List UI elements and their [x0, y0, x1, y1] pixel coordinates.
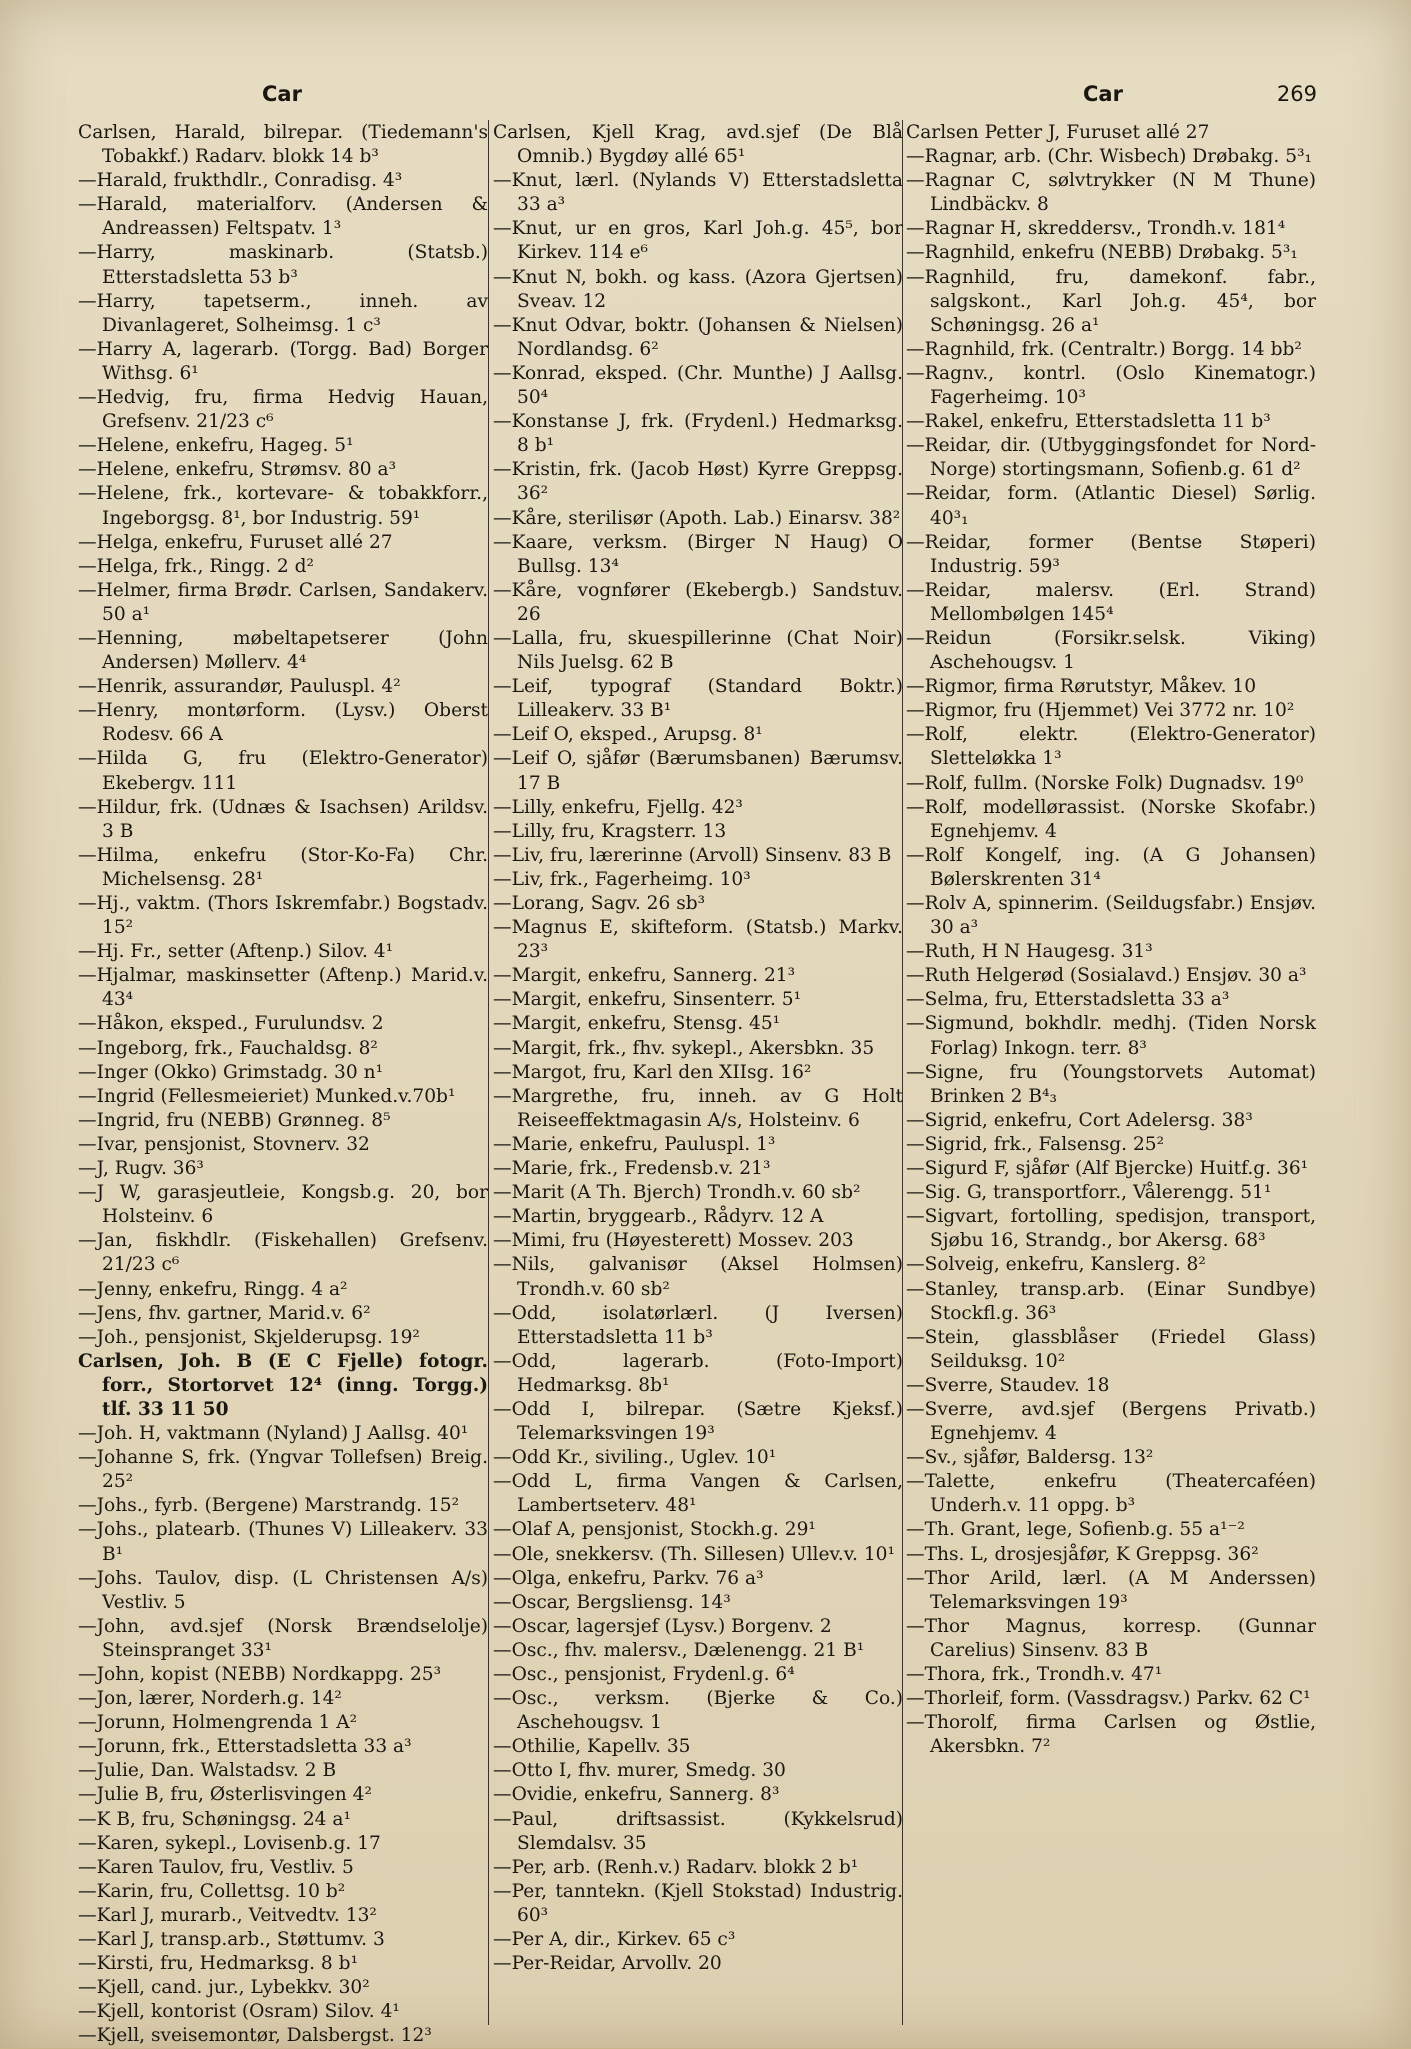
- directory-entry: —Osc., fhv. malersv., Dælenengg. 21 B¹: [493, 1639, 865, 1661]
- directory-entry: —Harald, materialforv. (Andersen & Andreassen) Feltspatv. 1³: [78, 194, 488, 240]
- directory-entry: —Karen, sykepl., Lovisenb.g. 17: [78, 1832, 381, 1854]
- directory-entry: —Kristin, frk. (Jacob Høst) Kyrre Greppsg. 36²: [493, 459, 903, 505]
- directory-entry: —Odd L, firma Vangen & Carlsen, Lambertseterv. 48¹: [493, 1471, 903, 1517]
- directory-entry: —Per-Reidar, Arvollv. 20: [493, 1953, 722, 1975]
- directory-entry: —Hilda G, fru (Elektro-Generator) Ekebergv. 111: [78, 748, 488, 794]
- directory-entry: —Per, arb. (Renh.v.) Radarv. blokk 2 b¹: [493, 1856, 859, 1878]
- directory-entry: —Margrethe, fru, inneh. av G Holt Reiseeffektmagasin A/s, Holsteinv. 6: [493, 1085, 903, 1131]
- directory-column-1: [78, 121, 488, 2047]
- directory-entry: —Inger (Okko) Grimstadg. 30 n¹: [78, 1061, 384, 1083]
- directory-entry: —Osc., verksm. (Bjerke & Co.) Aschehougsv. 1: [493, 1688, 903, 1734]
- directory-entry: —K B, fru, Schøningsg. 24 a¹: [78, 1808, 351, 1830]
- directory-entry: —Ovidie, enkefru, Sannerg. 8³: [493, 1784, 780, 1806]
- directory-entry: —Mimi, fru (Høyesterett) Mossev. 203: [493, 1230, 854, 1252]
- directory-entry: —Kirsti, fru, Hedmarksg. 8 b¹: [78, 1953, 359, 1975]
- directory-entry: —Reidar, form. (Atlantic Diesel) Sørlig. 40³₁: [906, 483, 1316, 529]
- directory-entry: —Ruth Helgerød (Sosialavd.) Ensjøv. 30 a³: [906, 965, 1307, 987]
- directory-entry: —Kjell, kontorist (Osram) Silov. 4¹: [78, 2001, 400, 2023]
- directory-entry: —Othilie, Kapellv. 35: [493, 1736, 691, 1758]
- directory-entry: —Helene, frk., kortevare- & tobakkforr., Ingeborgsg. 8¹, bor Industrig. 59¹: [78, 483, 488, 529]
- directory-entry: —Solveig, enkefru, Kanslerg. 8²: [906, 1254, 1206, 1276]
- directory-entry: —Jenny, enkefru, Ringg. 4 a²: [78, 1278, 348, 1300]
- column-divider: [488, 120, 489, 2025]
- directory-entry: —Karin, fru, Collettsg. 10 b²: [78, 1880, 346, 1902]
- directory-entry: —Liv, frk., Fagerheimg. 10³: [493, 868, 751, 890]
- directory-entry: —Henning, møbeltapetserer (John Andersen) Møllerv. 4⁴: [78, 627, 488, 674]
- directory-entry: —Sigmund, bokhdlr. medhj. (Tiden Norsk Forlag) Inkogn. terr. 8³: [906, 1013, 1316, 1059]
- directory-entry: —Jens, fhv. gartner, Marid.v. 6²: [78, 1302, 371, 1324]
- directory-entry: —Rolf Kongelf, ing. (A G Johansen) Bølerskrenten 31⁴: [906, 844, 1316, 890]
- directory-entry: —Helene, enkefru, Strømsv. 80 a³: [78, 459, 397, 481]
- directory-entry: —Jorunn, frk., Etterstadsletta 33 a³: [78, 1736, 412, 1758]
- directory-entry: —Knut N, bokh. og kass. (Azora Gjertsen) Sveav. 12: [493, 266, 903, 312]
- running-header-left: Car: [262, 82, 302, 106]
- directory-entry: —Julie B, fru, Østerlisvingen 4²: [78, 1784, 372, 1806]
- directory-entry: —Karl J, transp.arb., Støttumv. 3: [78, 1929, 385, 1951]
- directory-entry: —Helga, enkefru, Furuset allé 27: [78, 531, 393, 553]
- directory-entry: —Sverre, avd.sjef (Bergens Privatb.) Egnehjemv. 4: [906, 1398, 1316, 1445]
- directory-entry: —Oscar, Bergsliensg. 14³: [493, 1591, 731, 1613]
- directory-entry: —Sig. G, transportforr., Vålerengg. 51¹: [906, 1182, 1272, 1204]
- directory-entry: —Margit, enkefru, Stensg. 45¹: [493, 1013, 781, 1035]
- directory-entry: —Jan, fiskhdlr. (Fiskehallen) Grefsenv. 21/23 c⁶: [78, 1230, 488, 1276]
- directory-entry: —Sv., sjåfør, Baldersg. 13²: [906, 1447, 1154, 1469]
- directory-entry: —Karl J, murarb., Veitvedtv. 13²: [78, 1904, 377, 1926]
- directory-entry: —Rolf, fullm. (Norske Folk) Dugnadsv. 19⁰: [906, 772, 1304, 794]
- directory-entry: —Lilly, enkefru, Fjellg. 42³: [493, 796, 743, 818]
- directory-entry: —Ragnar H, skreddersv., Trondh.v. 181⁴: [906, 218, 1286, 240]
- directory-entry: —Reidun (Forsikr.selsk. Viking) Aschehougsv. 1: [906, 627, 1316, 674]
- directory-entry: —Thor Magnus, korresp. (Gunnar Carelius) Sinsenv. 83 B: [906, 1615, 1316, 1661]
- directory-entry: —J W, garasjeutleie, Kongsb.g. 20, bor Holsteinv. 6: [78, 1182, 488, 1228]
- directory-entry: —Johs. Taulov, disp. (L Christensen A/s) Vestliv. 5: [78, 1567, 488, 1613]
- directory-entry: —Nils, galvanisør (Aksel Holmsen) Trondh.v. 60 sb²: [493, 1254, 903, 1300]
- directory-entry: —Johs., platearb. (Thunes V) Lilleakerv. 33 B¹: [78, 1519, 488, 1565]
- directory-entry: —Ingrid, fru (NEBB) Grønneg. 8⁵: [78, 1109, 391, 1131]
- directory-entry: —Leif, typograf (Standard Boktr.) Lilleakerv. 33 B¹: [493, 676, 903, 722]
- directory-entry: —Ragnhild, fru, damekonf. fabr., salgskont., Karl Joh.g. 45⁴, bor Schøningsg. 26 a¹: [906, 266, 1316, 336]
- directory-entry: —Odd, lagerarb. (Foto-Import) Hedmarksg. 8b¹: [493, 1350, 903, 1396]
- directory-entry: —Johanne S, frk. (Yngvar Tollefsen) Breig. 25²: [78, 1447, 488, 1493]
- directory-entry: —Ingrid (Fellesmeieriet) Munked.v.70b¹: [78, 1085, 456, 1107]
- directory-entry: —Julie, Dan. Walstadsv. 2 B: [78, 1760, 337, 1782]
- directory-entry: —John, avd.sjef (Norsk Brændselolje) Steinspranget 33¹: [78, 1615, 488, 1661]
- directory-entry: —Harald, frukthdlr., Conradisg. 4³: [78, 170, 403, 192]
- directory-entry: —Thorleif, form. (Vassdragsv.) Parkv. 62 C¹: [906, 1688, 1311, 1710]
- directory-entry: —Knut, ur en gros, Karl Joh.g. 45⁵, bor Kirkev. 114 e⁶: [493, 218, 903, 264]
- directory-entry: —Odd, isolatørlærl. (J Iversen) Etterstadsletta 11 b³: [493, 1302, 903, 1348]
- directory-entry: —Ingeborg, frk., Fauchaldsg. 8²: [78, 1037, 378, 1059]
- directory-entry: —Joh. H, vaktmann (Nyland) J Aallsg. 40¹: [78, 1423, 469, 1445]
- directory-entry: —Per A, dir., Kirkev. 65 c³: [493, 1929, 736, 1951]
- directory-entry: —Kaare, verksm. (Birger N Haug) O Bullsg. 13⁴: [493, 531, 903, 577]
- directory-entry: —Ragnhild, enkefru (NEBB) Drøbakg. 5³₁: [906, 242, 1298, 264]
- directory-entry: —Ths. L, drosjesjåfør, K Greppsg. 36²: [906, 1543, 1259, 1565]
- directory-entry: —Marie, enkefru, Pauluspl. 1³: [493, 1133, 776, 1155]
- directory-entry: —Rigmor, firma Rørutstyr, Måkev. 10: [906, 676, 1257, 698]
- directory-entry: —Thorolf, firma Carlsen og Østlie, Akersbkn. 7²: [906, 1712, 1316, 1758]
- directory-entry: —Ole, snekkersv. (Th. Sillesen) Ullev.v. 10¹: [493, 1543, 895, 1565]
- directory-entry: —Rolf, elektr. (Elektro-Generator) Sletteløkka 1³: [906, 724, 1316, 770]
- directory-entry: —Odd I, bilrepar. (Sætre Kjeksf.) Telemarksvingen 19³: [493, 1398, 903, 1445]
- directory-entry: —Sigrid, enkefru, Cort Adelersg. 38³: [906, 1109, 1253, 1131]
- directory-entry: —Per, tanntekn. (Kjell Stokstad) Industrig. 60³: [493, 1880, 903, 1926]
- directory-entry: —Rolv A, spinnerim. (Seildugsfabr.) Ensjøv. 30 a³: [906, 893, 1316, 939]
- directory-entry: —Håkon, eksped., Furulundsv. 2: [78, 1013, 384, 1035]
- directory-entry: —Hildur, frk. (Udnæs & Isachsen) Arildsv. 3 B: [78, 796, 488, 842]
- directory-entry: —Olga, enkefru, Parkv. 76 a³: [493, 1567, 764, 1589]
- directory-entry: —Sigvart, fortolling, spedisjon, transport, Sjøbu 16, Strandg., bor Akersg. 68³: [906, 1206, 1316, 1252]
- directory-entry: —Stanley, transp.arb. (Einar Sundbye) Stockfl.g. 36³: [906, 1278, 1316, 1324]
- directory-entry: —Helene, enkefru, Hageg. 5¹: [78, 435, 354, 457]
- directory-entry: Carlsen, Harald, bilrepar. (Tiedemann's Tobakkf.) Radarv. blokk 14 b³: [78, 122, 488, 168]
- directory-entry: —Kåre, vognfører (Ekebergb.) Sandstuv. 26: [493, 579, 903, 625]
- directory-entry: Carlsen, Joh. B (E C Fjelle) fotogr. forr., Stortorvet 12⁴ (inng. Torgg.) tlf. 33 11 50: [78, 1350, 488, 1420]
- directory-entry: —Ragnar, arb. (Chr. Wisbech) Drøbakg. 5³₁: [906, 146, 1312, 168]
- directory-entry: —Oscar, lagersjef (Lysv.) Borgenv. 2: [493, 1615, 832, 1637]
- directory-entry: —Signe, fru (Youngstorvets Automat) Brinken 2 B⁴₃: [906, 1061, 1316, 1107]
- directory-entry: —Karen Taulov, fru, Vestliv. 5: [78, 1856, 354, 1878]
- running-header-right: Car: [1083, 82, 1123, 106]
- directory-entry: Carlsen, Kjell Krag, avd.sjef (De Blå Omnib.) Bygdøy allé 65¹: [493, 122, 903, 168]
- directory-entry: —Hedvig, fru, firma Hedvig Hauan, Grefsenv. 21/23 c⁶: [78, 387, 488, 433]
- directory-entry: —Kjell, sveisemontør, Dalsbergst. 12³: [78, 2025, 432, 2047]
- directory-entry: —Helga, frk., Ringg. 2 d²: [78, 555, 314, 577]
- directory-entry: —Martin, bryggearb., Rådyrv. 12 A: [493, 1206, 824, 1228]
- directory-entry: —Ragnar C, sølvtrykker (N M Thune) Lindbäckv. 8: [906, 170, 1316, 216]
- directory-entry: —Kjell, cand. jur., Lybekkv. 30²: [78, 1977, 370, 1999]
- directory-entry: —Reidar, former (Bentse Støperi) Industrig. 59³: [906, 531, 1316, 577]
- directory-entry: —Henry, montørform. (Lysv.) Oberst Rodesv. 66 A: [78, 700, 488, 746]
- directory-entry: —Lorang, Sagv. 26 sb³: [493, 893, 706, 914]
- directory-entry: —Olaf A, pensjonist, Stockh.g. 29¹: [493, 1519, 816, 1541]
- directory-entry: —Selma, fru, Etterstadsletta 33 a³: [906, 989, 1230, 1011]
- directory-entry: —Ruth, H N Haugesg. 31³: [906, 941, 1153, 963]
- directory-entry: —Jon, lærer, Norderh.g. 14²: [78, 1688, 342, 1710]
- directory-entry: Carlsen Petter J, Furuset allé 27: [906, 122, 1210, 143]
- directory-entry: —Konstanse J, frk. (Frydenl.) Hedmarksg. 8 b¹: [493, 411, 903, 457]
- directory-entry: —Leif O, eksped., Arupsg. 8¹: [493, 724, 763, 746]
- directory-entry: —Henrik, assurandør, Pauluspl. 4²: [78, 676, 401, 698]
- directory-entry: —Marit (A Th. Bjerch) Trondh.v. 60 sb²: [493, 1182, 861, 1204]
- directory-entry: —Ragnhild, frk. (Centraltr.) Borgg. 14 bb²: [906, 338, 1302, 360]
- directory-entry: —Margot, fru, Karl den XIIsg. 16²: [493, 1061, 812, 1083]
- directory-entry: —Rigmor, fru (Hjemmet) Vei 3772 nr. 10²: [906, 700, 1295, 722]
- directory-entry: —Ivar, pensjonist, Stovnerv. 32: [78, 1133, 370, 1155]
- directory-entry: —Odd Kr., siviling., Uglev. 10¹: [493, 1447, 777, 1469]
- directory-entry: —Harry A, lagerarb. (Torgg. Bad) Borger Withsg. 6¹: [78, 338, 488, 384]
- directory-entry: —Margit, enkefru, Sinsenterr. 5¹: [493, 989, 802, 1011]
- directory-entry: —J, Rugv. 36³: [78, 1158, 204, 1180]
- directory-entry: —Margit, enkefru, Sannerg. 21³: [493, 965, 796, 987]
- directory-entry: —Stein, glassblåser (Friedel Glass) Seilduksg. 10²: [906, 1326, 1316, 1372]
- directory-entry: —Hjalmar, maskinsetter (Aftenp.) Marid.v. 43⁴: [78, 965, 488, 1011]
- directory-entry: —Knut Odvar, boktr. (Johansen & Nielsen) Nordlandsg. 6²: [493, 314, 903, 360]
- directory-entry: —Marie, frk., Fredensb.v. 21³: [493, 1158, 771, 1180]
- directory-entry: —Leif O, sjåfør (Bærumsbanen) Bærumsv. 17 B: [493, 748, 903, 794]
- directory-entry: —Sigrid, frk., Falsensg. 25²: [906, 1133, 1165, 1155]
- directory-entry: —Konrad, eksped. (Chr. Munthe) J Aallsg. 50⁴: [493, 362, 903, 409]
- directory-entry: —Knut, lærl. (Nylands V) Etterstadsletta 33 a³: [493, 170, 903, 216]
- directory-entry: —Liv, fru, lærerinne (Arvoll) Sinsenv. 83 B: [493, 844, 892, 866]
- directory-entry: —Reidar, malersv. (Erl. Strand) Mellombølgen 145⁴: [906, 579, 1316, 625]
- directory-entry: —Thor Arild, lærl. (A M Anderssen) Telemarksvingen 19³: [906, 1567, 1316, 1613]
- directory-entry: —Th. Grant, lege, Sofienb.g. 55 a¹⁻²: [906, 1519, 1245, 1541]
- directory-entry: —Rakel, enkefru, Etterstadsletta 11 b³: [906, 411, 1271, 433]
- directory-column-3: [906, 121, 1316, 2028]
- directory-entry: —Harry, tapetserm., inneh. av Divanlageret, Solheimsg. 1 c³: [78, 290, 488, 336]
- directory-entry: —Kåre, sterilisør (Apoth. Lab.) Einarsv. 38²: [493, 507, 901, 529]
- directory-entry: —Sigurd F, sjåfør (Alf Bjercke) Huitf.g. 36¹: [906, 1158, 1309, 1180]
- directory-entry: —Sverre, Staudev. 18: [906, 1374, 1110, 1396]
- directory-entry: —Joh., pensjonist, Skjelderupsg. 19²: [78, 1326, 420, 1348]
- directory-entry: —Thora, frk., Trondh.v. 47¹: [906, 1664, 1163, 1685]
- directory-entry: —Ragnv., kontrl. (Oslo Kinematogr.) Fagerheimg. 10³: [906, 362, 1316, 409]
- directory-entry: —Helmer, firma Brødr. Carlsen, Sandakerv. 50 a¹: [78, 579, 488, 625]
- directory-entry: —Jorunn, Holmengrenda 1 A²: [78, 1712, 358, 1734]
- directory-entry: —Margit, frk., fhv. sykepl., Akersbkn. 35: [493, 1037, 875, 1059]
- directory-entry: —Lilly, fru, Kragsterr. 13: [493, 820, 727, 842]
- directory-entry: —Harry, maskinarb. (Statsb.) Etterstadsletta 53 b³: [78, 242, 488, 288]
- directory-entry: —Reidar, dir. (Utbyggingsfondet for Nord-Norge) stortingsmann, Sofienb.g. 61 d²: [906, 435, 1316, 481]
- directory-entry: —Johs., fyrb. (Bergene) Marstrandg. 15²: [78, 1495, 460, 1517]
- directory-column-2: [493, 121, 903, 2028]
- directory-entry: —Osc., pensjonist, Frydenl.g. 6⁴: [493, 1664, 795, 1685]
- directory-entry: —Magnus E, skifteform. (Statsb.) Markv. 23³: [493, 917, 903, 963]
- directory-entry: —Hj., vaktm. (Thors Iskremfabr.) Bogstadv. 15²: [78, 893, 488, 939]
- directory-entry: —Rolf, modellørassist. (Norske Skofabr.) Egnehjemv. 4: [906, 796, 1316, 842]
- directory-entry: —Otto I, fhv. murer, Smedg. 30: [493, 1760, 786, 1782]
- page-number: 269: [1276, 82, 1317, 106]
- directory-entry: —Hj. Fr., setter (Aftenp.) Silov. 4¹: [78, 941, 394, 963]
- directory-entry: —Paul, driftsassist. (Kykkelsrud) Slemdalsv. 35: [493, 1808, 903, 1854]
- directory-entry: —Lalla, fru, skuespillerinne (Chat Noir) Nils Juelsg. 62 B: [493, 627, 903, 674]
- directory-entry: —John, kopist (NEBB) Nordkappg. 25³: [78, 1664, 442, 1685]
- directory-entry: —Hilma, enkefru (Stor-Ko-Fa) Chr. Michelsensg. 28¹: [78, 844, 488, 890]
- directory-entry: —Talette, enkefru (Theatercaféen) Underh.v. 11 oppg. b³: [906, 1471, 1316, 1517]
